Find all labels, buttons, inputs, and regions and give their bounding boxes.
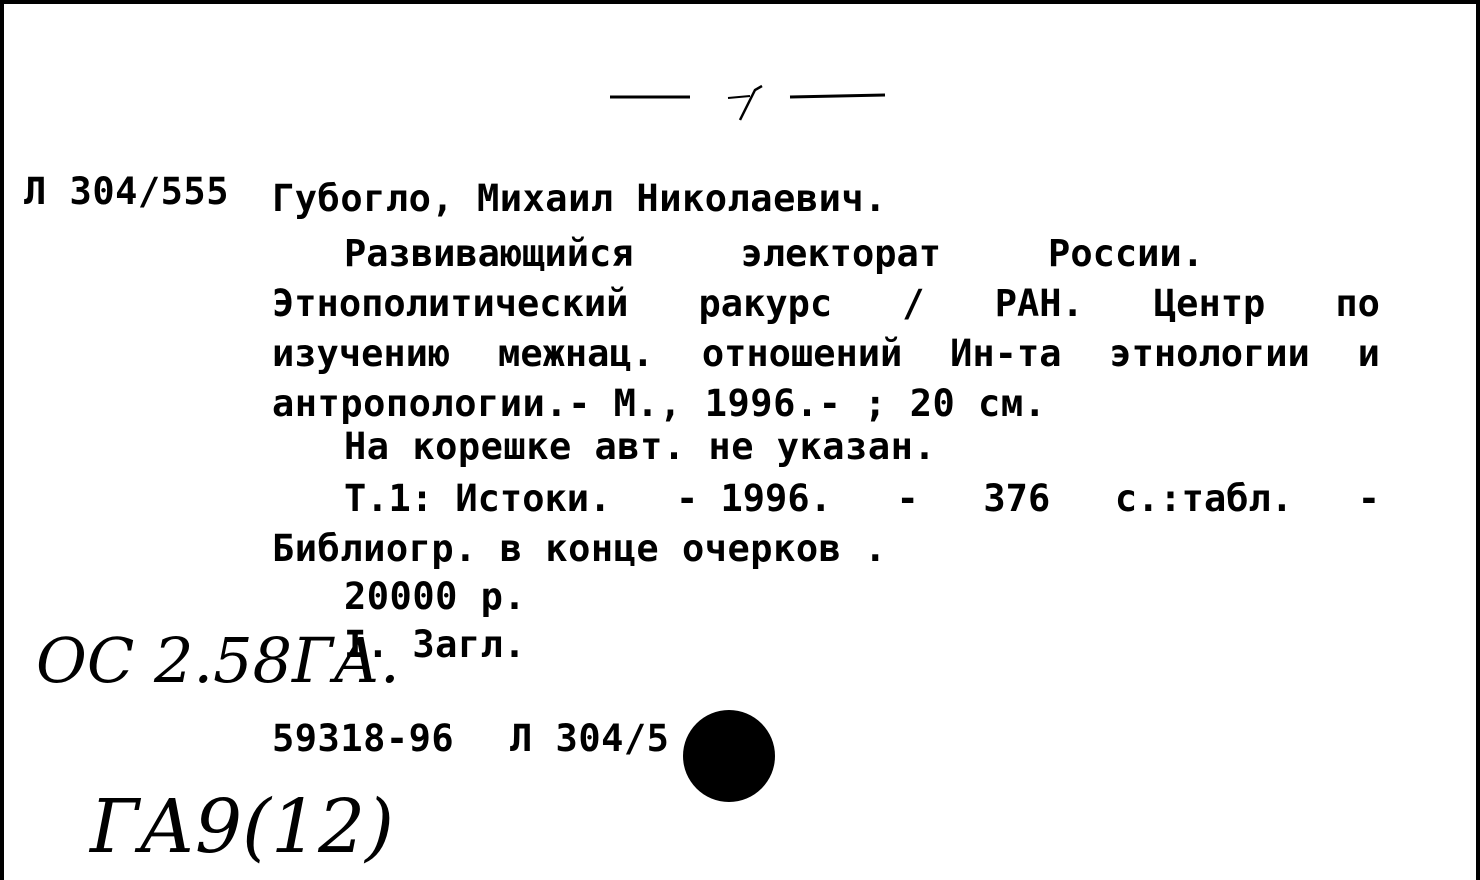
title-word: и xyxy=(1357,332,1380,375)
accession-call-number: Л 304/5 xyxy=(510,717,670,760)
handwritten-code-1: ОС 2.58ГА. xyxy=(36,624,400,697)
title-word: электорат xyxy=(740,232,942,275)
punch-hole xyxy=(683,710,775,802)
card-top-edge xyxy=(0,0,1480,4)
title-line-2 xyxy=(272,282,1380,325)
card-left-edge xyxy=(0,0,4,880)
volume-part: - xyxy=(1357,477,1380,520)
volume-part: - 1996. xyxy=(675,477,832,520)
title-word: Ин-та xyxy=(950,332,1062,375)
title-word: Развивающийся xyxy=(344,232,634,275)
title-word: России. xyxy=(1048,232,1204,275)
volume-part: - xyxy=(896,477,919,520)
page-mark-stroke xyxy=(600,72,900,132)
title-line-4: антропологии.- М., 1996.- ; 20 см. xyxy=(272,382,1047,425)
accession-number: 59318-96 xyxy=(272,717,455,760)
note-line: На корешке авт. не указан. xyxy=(344,425,937,468)
volume-part: Т.1: Истоки. xyxy=(344,477,612,520)
title-word: Этнополитический xyxy=(272,282,629,325)
subject-line: I. Загл. xyxy=(344,623,527,666)
page-mark xyxy=(600,72,900,136)
handwritten-code-2: ГА9(12) xyxy=(90,784,395,870)
title-word: по xyxy=(1335,282,1380,325)
title-word: межнац. xyxy=(498,332,654,375)
title-word: ракурс xyxy=(698,282,833,325)
title-word: этнологии xyxy=(1109,332,1310,375)
page-mark-text: — / — xyxy=(600,72,604,73)
title-word: изучению xyxy=(272,332,451,375)
volume-part: с.:табл. xyxy=(1114,477,1294,520)
card-right-edge xyxy=(1476,0,1480,880)
title-word: отношений xyxy=(701,332,903,375)
bibliography-line: Библиогр. в конце очерков . xyxy=(272,527,887,570)
title-word: Центр xyxy=(1153,282,1266,325)
title-line-3 xyxy=(272,332,1380,375)
title-line-1 xyxy=(344,232,1204,275)
title-word: / xyxy=(902,282,925,325)
price-line: 20000 р. xyxy=(344,575,527,618)
volume-part: 376 xyxy=(983,477,1051,520)
call-number: Л 304/555 xyxy=(24,170,229,213)
heading-author: Губогло, Михаил Николаевич. xyxy=(272,177,887,220)
volume-line xyxy=(344,477,1380,520)
title-word: РАН. xyxy=(994,282,1084,325)
